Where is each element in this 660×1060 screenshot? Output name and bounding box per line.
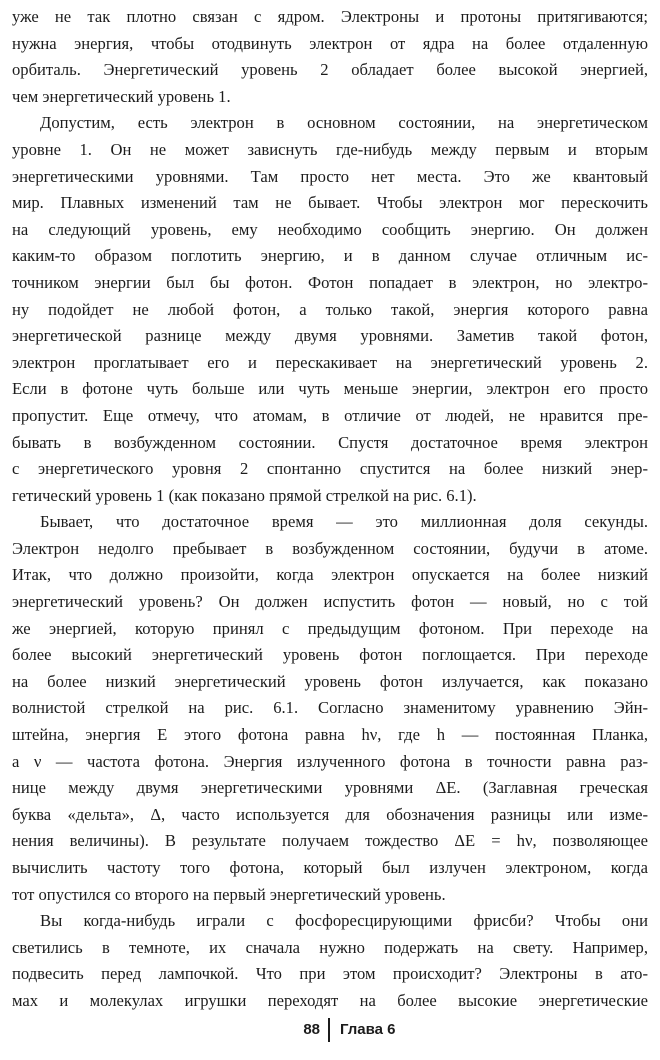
text-line: каким-то образом поглотить энергию, и в данном случае отличным ис- xyxy=(12,246,648,266)
text-line: пропустит. Еще отмечу, что атомам, в отличие от людей, не нравится пре- xyxy=(12,405,648,425)
text-line: вычислить частоту того фотона, который был излучен электроном, когда xyxy=(12,858,648,877)
page-number: 88 xyxy=(303,1021,320,1038)
body-text xyxy=(12,4,648,1015)
text-line: уровне 1. Он не может зависнуть где-нибудь между первым и вторым xyxy=(12,139,648,159)
footer-divider xyxy=(328,1018,330,1042)
text-line: Вы когда-нибудь играли с фосфоресцирующими фрисби? Чтобы они xyxy=(40,911,648,931)
text-line: штейна, энергия E этого фотона равна hν, где h — постоянная Планка, xyxy=(12,725,648,745)
text-line: энергетической разнице между двумя уровнями. Заметив такой фотон, xyxy=(12,326,648,346)
text-line: мах и молекулах игрушки переходят на более высокие энергетические xyxy=(12,990,648,1010)
text-line: точником энергии был бы фотон. Фотон попадает в электрон, но электро- xyxy=(12,272,648,292)
text-line: на следующий уровень, ему необходимо сообщить энергию. Он должен xyxy=(12,219,648,239)
text-line: мир. Плавных изменений там не бывает. Чтобы электрон мог перескочить xyxy=(12,193,648,213)
text-line: Допустим, есть электрон в основном состоянии, на энергетическом xyxy=(40,113,648,133)
chapter-label: Глава 6 xyxy=(340,1021,396,1038)
text-line: Если в фотоне чуть больше или чуть меньше энергии, электрон его просто xyxy=(12,379,648,399)
text-line: же энергией, которую принял с предыдущим фотоном. При переходе на xyxy=(12,618,648,638)
text-line: более высокий энергетический уровень фотон поглощается. При переходе xyxy=(12,645,648,665)
text-line: нения величины). В результате получаем тождество ΔE = hν, позволяющее xyxy=(12,831,648,851)
text-line: с энергетического уровня 2 спонтанно спустится на более низкий энер- xyxy=(12,459,648,479)
text-line: уже не так плотно связан с ядром. Электроны и протоны притягиваются; xyxy=(12,7,648,26)
text-line: волнистой стрелкой на рис. 6.1. Согласно знаменитому уравнению Эйн- xyxy=(12,698,648,718)
text-line: ну подойдет не любой фотон, а только такой, энергия которого равна xyxy=(12,299,648,319)
text-line: бывать в возбужденном состоянии. Спустя достаточное время электрон xyxy=(12,432,648,452)
text-line: электрон проглатывает его и перескакивает на энергетический уровень 2. xyxy=(12,352,648,372)
text-line: нужна энергия, чтобы отодвинуть электрон от ядра на более отдаленную xyxy=(12,33,648,53)
text-line: тот опустился со второго на первый энергетический уровень. xyxy=(12,884,446,904)
text-line: на более низкий энергетический уровень фотон излучается, как показано xyxy=(12,671,648,691)
text-line: Итак, что должно произойти, когда электрон опускается на более низкий xyxy=(12,565,648,585)
text-line: гетический уровень 1 (как показано прямой стрелкой на рис. 6.1). xyxy=(12,485,477,505)
text-line: буква «дельта», Δ, часто используется для обозначения разницы или изме- xyxy=(12,804,648,824)
text-line: Электрон недолго пребывает в возбужденном состоянии, будучи в атоме. xyxy=(12,538,648,558)
text-line: Бывает, что достаточное время — это миллионная доля секунды. xyxy=(40,512,648,532)
text-line: энергетическими уровнями. Там просто нет места. Это же квантовый xyxy=(12,166,648,186)
text-line: энергетический уровень? Он должен испустить фотон — новый, но с той xyxy=(12,592,648,612)
text-line: а ν — частота фотона. Энергия излученного фотона в точности равна раз- xyxy=(12,751,648,771)
text-line: подвесить перед лампочкой. Что при этом происходит? Электроны в ато- xyxy=(12,964,648,984)
page-footer xyxy=(0,1018,660,1042)
text-line: нице между двумя энергетическими уровнями ΔE. (Заглавная греческая xyxy=(12,778,648,798)
text-line: светились в темноте, их сначала нужно подержать на свету. Например, xyxy=(12,937,648,957)
text-line: чем энергетический уровень 1. xyxy=(12,86,231,106)
text-line: орбиталь. Энергетический уровень 2 обладает более высокой энергией, xyxy=(12,60,648,80)
